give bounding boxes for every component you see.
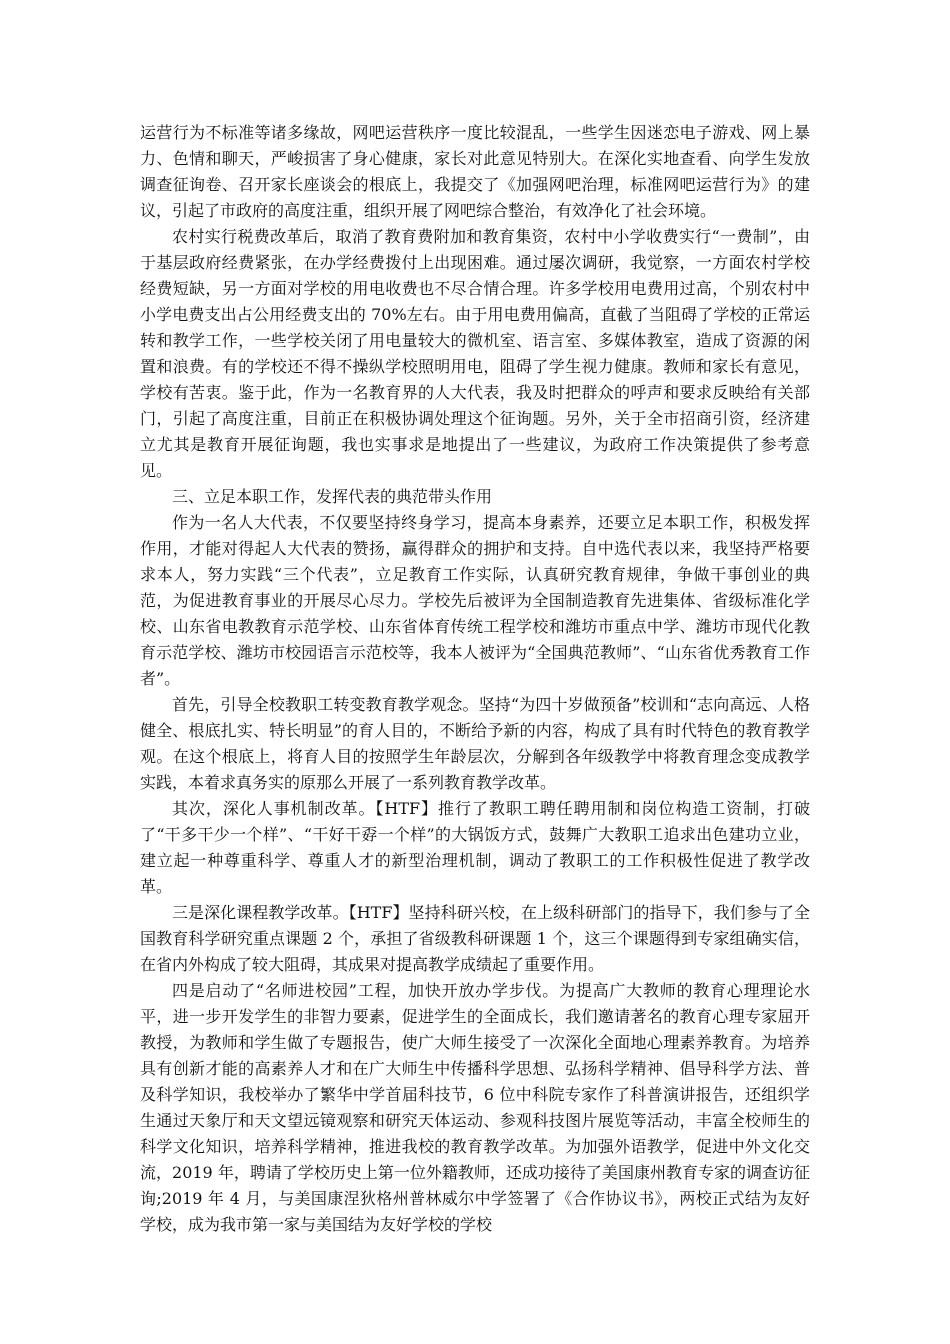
paragraph-fourth-famous-teachers: 四是启动了“名师进校园”工程，加快开放办学步伐。为提高广大教师的教育心理理论水平，进一步开发学生的非智力要素，促进学生的全面成长，我们邀请著名的教育心理专家屈开教授，为教师和学生做了专题报告，使广大师生接受了一次深化全面地心理素养教育。为培养具有创新才能的高素养人才和在广大师生中传播科学思想、弘扬科学精神、倡导科学方法、普及科学知识，我校举办了繁华中学首届科技节，6 位中科院专家作了科普演讲报告，还组织学生通过天象厅和天文望远镜观察和研究天体运动、参观科技图片展览等活动，丰富全校师生的科学文化知识，培养科学精神，推进我校的教育教学改革。为加强外语教学，促进中外文化交流，2019 年，聘请了学校历史上第一位外籍教师，还成功接待了美国康州教育专家的调查访征询;2019 年 4 月，与美国康涅狄格州普林威尔中学签署了《合作协议书》，两校正式结为友好学校，成为我市第一家与美国结为友好学校的学校	[140, 981, 810, 1234]
paragraph-internet-cafe: 运营行为不标准等诸多缘故，网吧运营秩序一度比较混乱，一些学生因迷恋电子游戏、网上暴力、色情和聊天，严峻损害了身心健康，家长对此意见特别大。在深化实地查看、向学生发放调查征询卷、召开家长座谈会的根底上，我提交了《加强网吧治理，标准网吧运营行为》的建议，引起了市政府的高度注重，组织开展了网吧综合整治，有效净化了社会环境。	[140, 123, 810, 220]
section-heading-3: 三、立足本职工作，发挥代表的典范带头作用	[172, 487, 493, 506]
document-page	[140, 120, 810, 1238]
paragraph-first-concept: 首先，引导全校教职工转变教育教学观念。坚持“为四十岁做预备”校训和“志向高远、人格健全、根底扎实、特长明显”的育人目的，不断给予新的内容，构成了具有时代特色的教育教学观。在这个根底上，将育人目的按照学生年龄层次，分解到各年级教学中将教育理念变成教学实践，本着求真务实的原那么开展了一系列教育教学改革。	[140, 695, 810, 792]
paragraph-third-curriculum: 三是深化课程教学改革。【HTF】坚持科研兴校，在上级科研部门的指导下，我们参与了全国教育科学研究重点课题 2 个，承担了省级教科研课题 1 个，这三个课题得到专家组确实信，在省内外构成了较大阻碍，其成果对提高教学成绩起了重要作用。	[140, 903, 810, 974]
paragraph-rural-tax-reform: 农村实行税费改革后，取消了教育费附加和教育集资，农村中小学收费实行“一费制”，由于基层政府经费紧张，在办学经费拨付上出现困难。通过屡次调研，我觉察，一方面农村学校经费短缺，另一方面对学校的用电收费也不尽合情合理。许多学校用电费用过高，个别农村中小学电费支出占公用经费支出的 70%左右。由于用电费用偏高，直截了当阻碍了学校的正常运转和教学工作，一些学校关闭了用电量较大的微机室、语言室、多媒体教室，造成了资源的闲置和浪费。有的学校还不得不操纵学校照明用电，阻碍了学生视力健康。教师和家长有意见，学校有苦衷。鉴于此，作为一名教育界的人大代表，我及时把群众的呼声和要求反映给有关部门，引起了高度注重，目前正在积极协调处理这个征询题。另外，关于全市招商引资，经济建立尤其是教育开展征询题，我也实事求是地提出了一些建议，为政府工作决策提供了参考意见。	[140, 227, 810, 480]
paragraph-role-model: 作为一名人大代表，不仅要坚持终身学习，提高本身素养，还要立足本职工作，积极发挥作用，才能对得起人大代表的赞扬，赢得群众的拥护和支持。自中选代表以来，我坚持严格要求本人，努力实践“三个代表”，立足教育工作实际，认真研究教育规律，争做干事创业的典范，为促进教育事业的开展尽心尽力。学校先后被评为全国制造教育先进集体、省级标准化学校、山东省电教教育示范学校、山东省体育传统工程学校和潍坊市重点中学、潍坊市现代化教育示范学校、潍坊市校园语言示范校等，我本人被评为“全国典范教师”、“山东省优秀教育工作者”。	[140, 513, 810, 688]
paragraph-second-personnel: 其次，深化人事机制改革。【HTF】推行了教职工聘任聘用制和岗位构造工资制，打破了“干多干少一个样”、“干好干孬一个样”的大锅饭方式，鼓舞广大教职工追求出色建功立业，建立起一种尊重科学、尊重人才的新型治理机制，调动了教职工的工作积极性促进了教学改革。	[140, 799, 810, 896]
